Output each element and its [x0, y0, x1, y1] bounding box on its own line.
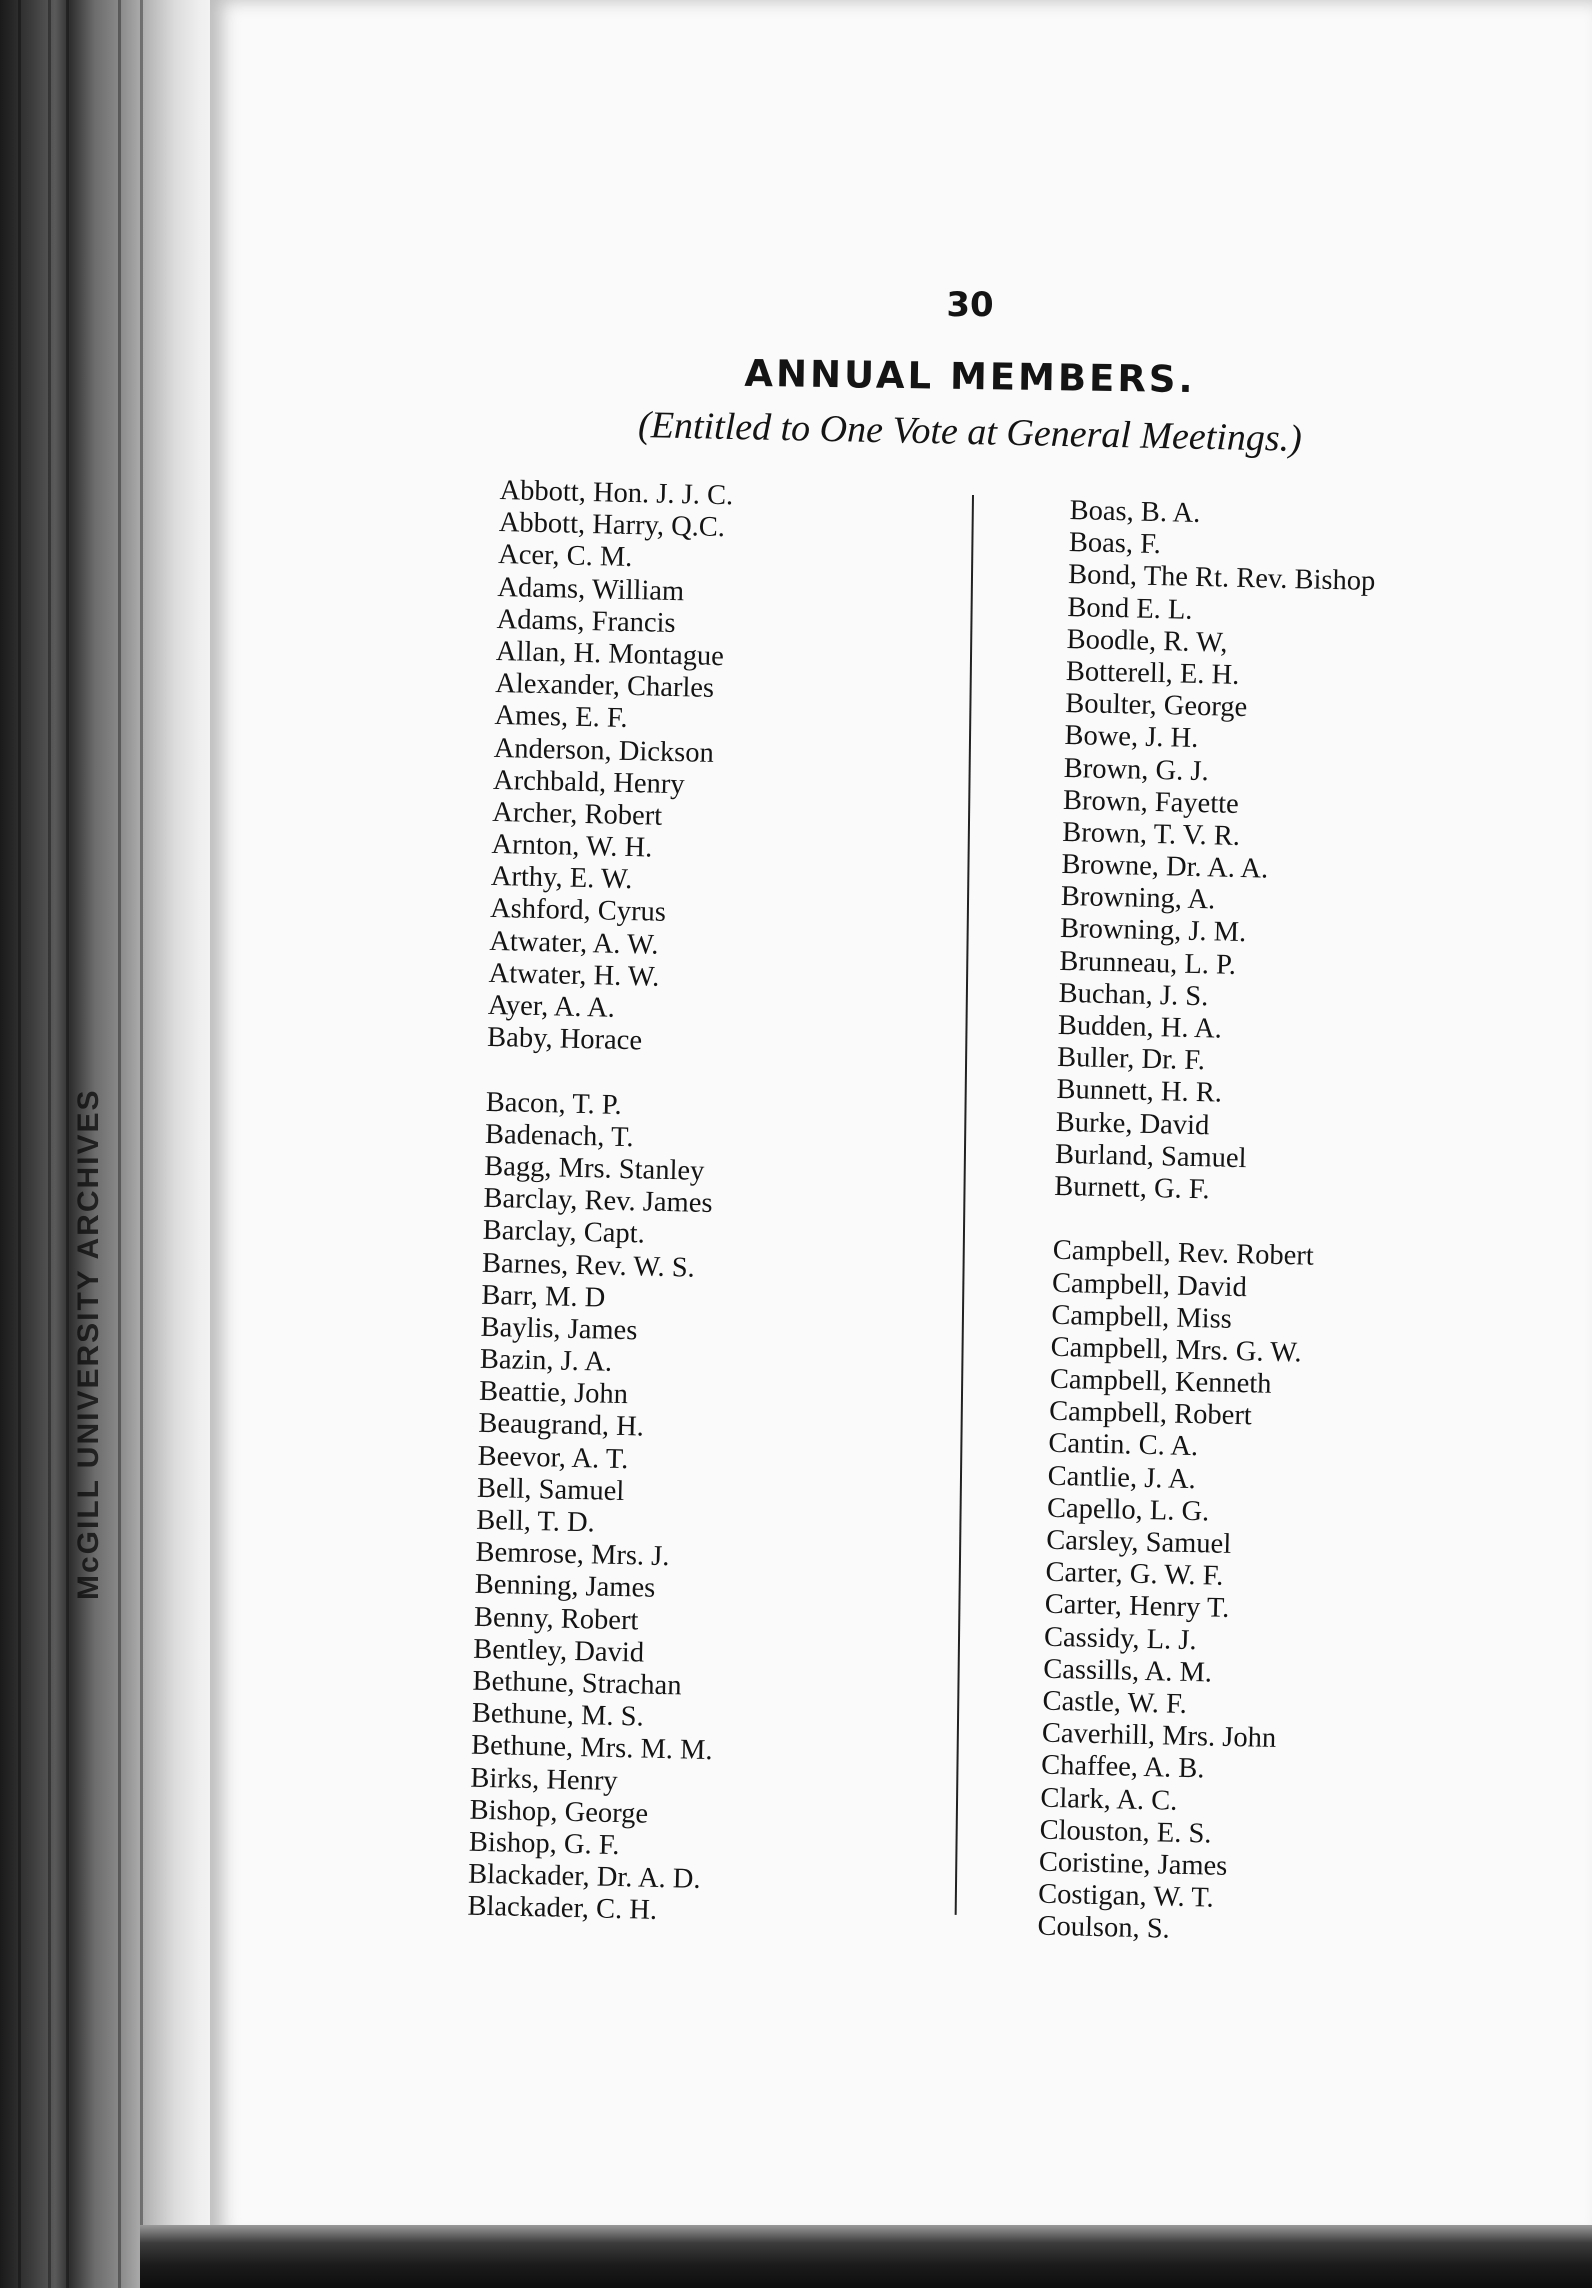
member-name: Adams, William: [497, 571, 685, 607]
member-name: Ames, E. F.: [494, 700, 628, 735]
member-name: Clark, A. C.: [1040, 1782, 1178, 1817]
member-name: Arthy, E. W.: [490, 861, 633, 896]
member-name: Arnton, W. H.: [491, 828, 653, 864]
member-name: Archer, Robert: [491, 796, 663, 832]
member-name: Bethune, Mrs. M. M.: [470, 1729, 713, 1767]
member-name: Baylis, James: [480, 1311, 638, 1347]
book-page: [210, 0, 1592, 2240]
member-name: Campbell, Mrs. G. W.: [1050, 1331, 1302, 1369]
member-name: Bethune, Strachan: [472, 1665, 682, 1702]
member-name: Bell, T. D.: [475, 1504, 596, 1539]
member-name: Carsley, Samuel: [1045, 1524, 1232, 1560]
member-name: Beevor, A. T.: [477, 1440, 629, 1475]
member-name: Bazin, J. A.: [479, 1343, 613, 1378]
member-name: Barclay, Rev. James: [483, 1182, 713, 1220]
member-name: Buller, Dr. F.: [1056, 1042, 1206, 1077]
member-name: Barclay, Capt.: [482, 1215, 646, 1250]
member-name: Brunneau, L. P.: [1059, 945, 1237, 981]
member-name: Burke, David: [1055, 1106, 1210, 1141]
member-name: Benning, James: [474, 1569, 656, 1605]
member-name: Browning, A.: [1060, 881, 1216, 916]
member-name: Brown, T. V. R.: [1061, 816, 1241, 852]
member-name: Cassidy, L. J.: [1043, 1621, 1197, 1656]
member-name: Boodle, R. W,: [1066, 623, 1228, 659]
member-name: Bemrose, Mrs. J.: [475, 1536, 670, 1573]
member-name: Archbald, Henry: [492, 764, 685, 800]
member-name: Bacon, T. P.: [485, 1086, 622, 1121]
spine-label: McGILL UNIVERSITY ARCHIVES: [72, 1088, 105, 1600]
member-name: Cassills, A. M.: [1043, 1653, 1213, 1689]
member-list-left: [467, 475, 741, 1929]
member-name: Blackader, C. H.: [467, 1890, 658, 1927]
member-name: Ayer, A. A.: [487, 989, 616, 1024]
member-name: Capello, L. G.: [1046, 1492, 1210, 1528]
member-name: Brown, Fayette: [1062, 784, 1240, 820]
member-name: Burland, Samuel: [1054, 1138, 1247, 1174]
member-name: Campbell, David: [1051, 1267, 1248, 1303]
member-name: Campbell, Kenneth: [1049, 1363, 1272, 1400]
member-name: Cantin. C. A.: [1048, 1428, 1199, 1463]
member-name: Benny, Robert: [473, 1601, 639, 1636]
member-name: Brown, G. J.: [1063, 752, 1210, 787]
member-name: Caverhill, Mrs. John: [1041, 1717, 1277, 1755]
member-name: Bethune, M. S.: [471, 1697, 645, 1733]
member-name: Campbell, Miss: [1051, 1299, 1233, 1335]
member-name: Anderson, Dickson: [493, 732, 715, 769]
page-bottom-edge: [140, 2225, 1592, 2288]
member-name: Boas, F.: [1068, 527, 1162, 561]
page-subheading: (Entitled to One Vote at General Meetings.): [637, 404, 1303, 460]
member-name: Coristine, James: [1038, 1846, 1228, 1882]
member-name: Bell, Samuel: [476, 1472, 625, 1507]
member-name: Castle, W. F.: [1042, 1685, 1188, 1720]
member-name: Boulter, George: [1064, 688, 1248, 724]
member-name: Chaffee, A. B.: [1040, 1749, 1205, 1785]
member-name: Budden, H. A.: [1057, 1009, 1223, 1045]
member-name: Blackader, Dr. A. D.: [467, 1858, 701, 1895]
member-name: Allan, H. Montague: [495, 635, 725, 673]
member-name: Baby, Horace: [486, 1022, 643, 1057]
member-name: Campbell, Rev. Robert: [1052, 1235, 1315, 1273]
member-name: Badenach, T.: [484, 1118, 634, 1153]
member-name: Cantlie, J. A.: [1047, 1460, 1197, 1495]
member-name: Abbott, Harry, Q.C.: [498, 507, 726, 544]
member-name: Costigan, W. T.: [1037, 1878, 1215, 1914]
member-name: Acer, C. M.: [497, 539, 633, 574]
member-name: Barr, M. D: [481, 1279, 606, 1314]
page-number: 30: [946, 285, 994, 325]
member-name: Browning, J. M.: [1059, 913, 1247, 949]
member-name: Beaugrand, H.: [478, 1408, 645, 1443]
member-name: Bishop, G. F.: [468, 1826, 620, 1861]
member-name: Bond, The Rt. Rev. Bishop: [1067, 559, 1376, 598]
member-name: Bagg, Mrs. Stanley: [483, 1150, 705, 1187]
member-name: Atwater, H. W.: [488, 957, 660, 993]
member-name: Birks, Henry: [470, 1762, 618, 1797]
member-name: Barnes, Rev. W. S.: [481, 1247, 696, 1284]
member-name: Carter, G. W. F.: [1045, 1556, 1224, 1592]
member-name: Bunnett, H. R.: [1056, 1074, 1223, 1109]
member-name: Beattie, John: [478, 1376, 629, 1411]
member-name: Boas, B. A.: [1069, 495, 1201, 529]
book-spine: [0, 0, 220, 2288]
member-name: Alexander, Charles: [494, 668, 715, 705]
member-name: Bentley, David: [473, 1633, 645, 1669]
member-name: Bishop, George: [469, 1794, 649, 1830]
member-name: Burnett, G. F.: [1053, 1170, 1210, 1206]
member-name: Buchan, J. S.: [1058, 977, 1209, 1013]
member-name: Carter, Henry T.: [1044, 1589, 1230, 1625]
member-name: Bond E. L.: [1067, 591, 1193, 626]
member-list-right: [1037, 495, 1377, 1950]
member-name: Campbell, Robert: [1048, 1396, 1253, 1432]
member-name: Adams, Francis: [496, 603, 676, 639]
member-name: Ashford, Cyrus: [489, 893, 667, 929]
member-name: Botterell, E. H.: [1065, 655, 1240, 691]
member-name: Abbott, Hon. J. J. C.: [499, 475, 734, 512]
member-name: Browne, Dr. A. A.: [1061, 848, 1269, 885]
member-name: Atwater, A. W.: [489, 925, 659, 961]
member-name: Bowe, J. H.: [1064, 720, 1199, 755]
member-name: Coulson, S.: [1037, 1910, 1171, 1945]
page-heading: ANNUAL MEMBERS.: [744, 351, 1196, 402]
member-name: Clouston, E. S.: [1039, 1814, 1212, 1850]
